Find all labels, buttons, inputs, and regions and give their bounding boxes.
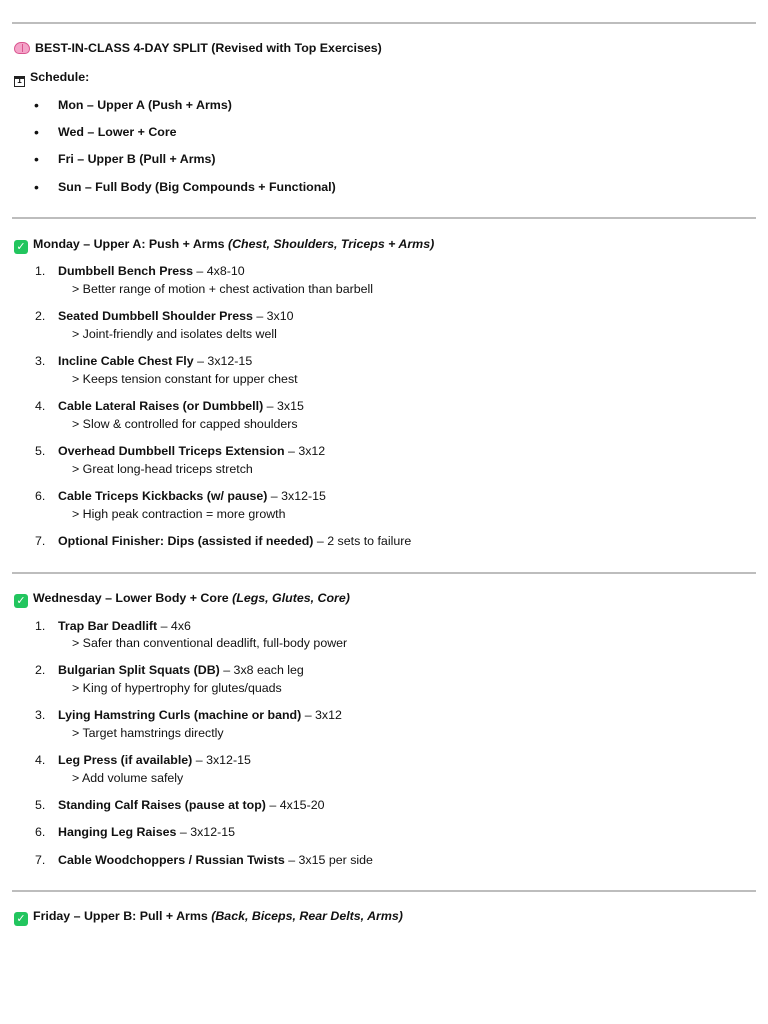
list-item: Incline Cable Chest Fly – 3x12-15 [58, 354, 253, 368]
list-item: Sun – Full Body (Big Compounds + Functional) [58, 180, 336, 194]
divider-monday [12, 217, 756, 219]
wednesday-heading: ✓ Wednesday – Lower Body + Core (Legs, Glutes, Core) [14, 590, 350, 608]
schedule-heading: 1 Schedule: [14, 69, 89, 87]
list-item: Wed – Lower + Core [58, 125, 177, 139]
exercise-note: > Keeps tension constant for upper chest [72, 372, 298, 386]
check-icon: ✓ [14, 240, 28, 254]
divider-friday [12, 890, 756, 892]
exercise-note: > High peak contraction = more growth [72, 507, 286, 521]
list-number: 4. [35, 399, 46, 413]
exercise-note: > Target hamstrings directly [72, 726, 224, 740]
exercise-note: > Safer than conventional deadlift, full-body power [72, 636, 348, 650]
list-item: Cable Woodchoppers / Russian Twists – 3x15 per side [58, 853, 373, 867]
monday-heading: ✓ Monday – Upper A: Push + Arms (Chest, Shoulders, Triceps + Arms) [14, 236, 434, 254]
bullet-icon: • [34, 151, 39, 167]
list-item: Bulgarian Split Squats (DB) – 3x8 each leg [58, 663, 304, 677]
list-number: 3. [35, 354, 46, 368]
exercise-note: > Great long-head triceps stretch [72, 462, 253, 476]
list-item: Overhead Dumbbell Triceps Extension – 3x12 [58, 444, 326, 458]
divider-wednesday [12, 572, 756, 574]
list-item: Mon – Upper A (Push + Arms) [58, 98, 232, 112]
list-number: 1. [35, 264, 46, 278]
list-number: 5. [35, 444, 46, 458]
exercise-note: > Joint-friendly and isolates delts well [72, 327, 277, 341]
list-item: Standing Calf Raises (pause at top) – 4x15-20 [58, 798, 325, 812]
list-item: Leg Press (if available) – 3x12-15 [58, 753, 251, 767]
list-item: Trap Bar Deadlift – 4x6 [58, 619, 191, 633]
calendar-icon: 1 [14, 76, 25, 87]
list-item: Hanging Leg Raises – 3x12-15 [58, 825, 235, 839]
divider-top [12, 22, 756, 24]
list-number: 2. [35, 663, 46, 677]
exercise-note: > Add volume safely [72, 771, 184, 785]
check-icon: ✓ [14, 594, 28, 608]
document-title: BEST-IN-CLASS 4-DAY SPLIT (Revised with Top Exercises) [14, 40, 382, 56]
friday-heading: ✓ Friday – Upper B: Pull + Arms (Back, Biceps, Rear Delts, Arms) [14, 908, 403, 926]
list-number: 7. [35, 534, 46, 548]
list-item: Dumbbell Bench Press – 4x8-10 [58, 264, 245, 278]
list-number: 5. [35, 798, 46, 812]
exercise-note: > King of hypertrophy for glutes/quads [72, 681, 282, 695]
list-item: Cable Triceps Kickbacks (w/ pause) – 3x12-15 [58, 489, 326, 503]
exercise-note: > Better range of motion + chest activation than barbell [72, 282, 373, 296]
list-item: Cable Lateral Raises (or Dumbbell) – 3x15 [58, 399, 304, 413]
bullet-icon: • [34, 124, 39, 140]
bullet-icon: • [34, 97, 39, 113]
list-number: 6. [35, 825, 46, 839]
check-icon: ✓ [14, 912, 28, 926]
brain-icon [14, 42, 30, 54]
bullet-icon: • [34, 179, 39, 195]
list-item: Optional Finisher: Dips (assisted if needed) – 2 sets to failure [58, 534, 412, 548]
list-number: 4. [35, 753, 46, 767]
list-item: Lying Hamstring Curls (machine or band) – 3x12 [58, 708, 342, 722]
list-number: 3. [35, 708, 46, 722]
list-item: Seated Dumbbell Shoulder Press – 3x10 [58, 309, 294, 323]
list-number: 2. [35, 309, 46, 323]
list-number: 7. [35, 853, 46, 867]
list-number: 1. [35, 619, 46, 633]
list-number: 6. [35, 489, 46, 503]
list-item: Fri – Upper B (Pull + Arms) [58, 152, 216, 166]
exercise-note: > Slow & controlled for capped shoulders [72, 417, 298, 431]
